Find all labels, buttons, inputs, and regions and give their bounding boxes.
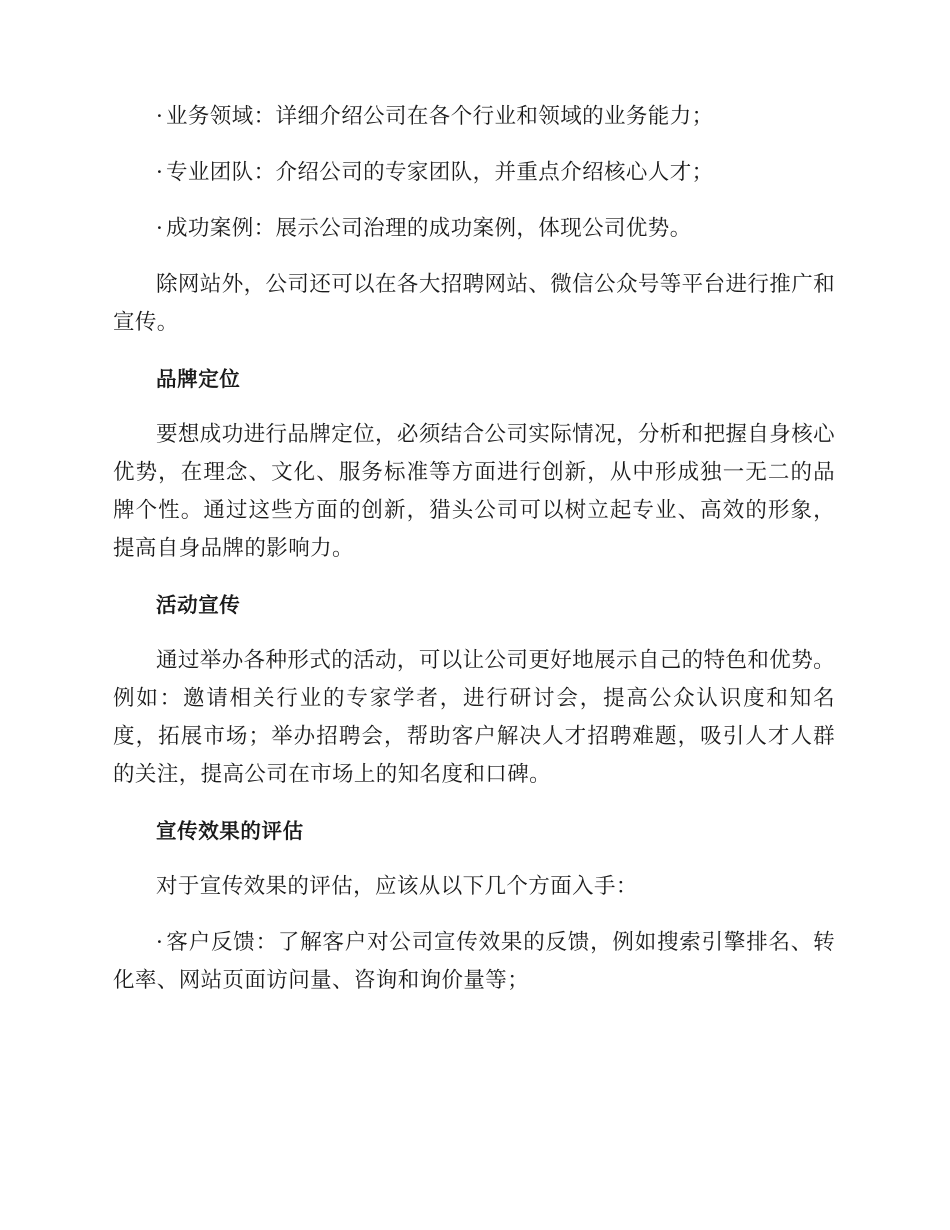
paragraph-evaluation-intro: 对于宣传效果的评估，应该从以下几个方面入手： xyxy=(156,874,638,899)
bullet-professional-team xyxy=(113,154,835,192)
bullet-business-areas xyxy=(113,98,835,136)
bullet-text: 成功案例：展示公司治理的成功案例，体现公司优势。 xyxy=(166,216,692,241)
bullet-marker: · xyxy=(156,160,164,185)
section-heading-effect-evaluation: 宣传效果的评估 xyxy=(156,819,304,843)
bullet-text: 客户反馈：了解客户对公司宣传效果的反馈，例如搜索引擎排名、转化率、网站页面访问量、咨询和询价量等； xyxy=(113,930,835,993)
bullet-text: 业务领域：详细介绍公司在各个行业和领域的业务能力； xyxy=(166,104,714,129)
bullet-marker: · xyxy=(156,930,164,955)
bullet-marker: · xyxy=(156,104,164,129)
paragraph-event-promotion: 通过举办各种形式的活动，可以让公司更好地展示自己的特色和优势。例如：邀请相关行业的专家学者，进行研讨会，提高公众认识度和知名度，拓展市场；举办招聘会，帮助客户解决人才招聘难题，吸引人才人群的关注，提高公司在市场上的知名度和口碑。 xyxy=(113,648,835,787)
paragraph-brand-positioning: 要想成功进行品牌定位，必须结合公司实际情况，分析和把握自身核心优势，在理念、文化、服务标准等方面进行创新，从中形成独一无二的品牌个性。通过这些方面的创新，猎头公司可以树立起专业、高效的形象，提高自身品牌的影响力。 xyxy=(113,422,835,561)
bullet-text: 专业团队：介绍公司的专家团队，并重点介绍核心人才； xyxy=(166,160,714,185)
section-heading-event-promotion: 活动宣传 xyxy=(156,593,241,617)
paragraph-website-promotion: 除网站外，公司还可以在各大招聘网站、微信公众号等平台进行推广和宣传。 xyxy=(113,272,835,335)
document-page xyxy=(113,98,835,1000)
bullet-marker: · xyxy=(156,216,164,241)
section-heading-brand-positioning: 品牌定位 xyxy=(156,367,241,391)
bullet-success-cases xyxy=(113,210,835,248)
bullet-customer-feedback xyxy=(113,924,835,1000)
